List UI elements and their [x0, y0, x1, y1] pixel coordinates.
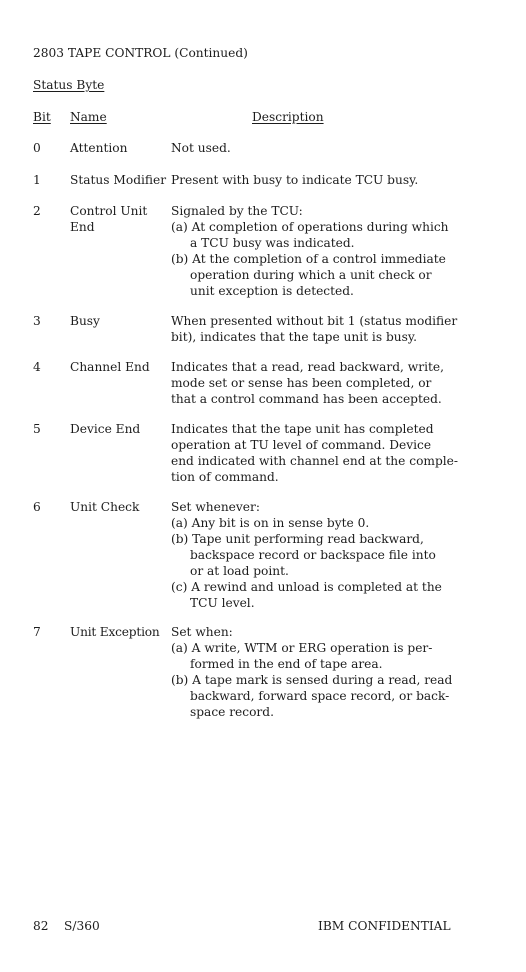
description-line: backspace record or backspace file into — [190, 548, 436, 562]
bit-description — [171, 421, 461, 485]
description-line: space record. — [190, 705, 274, 719]
bit-number: 6 — [33, 500, 41, 514]
bit-number: 1 — [33, 173, 41, 187]
description-line: mode set or sense has been completed, or — [171, 376, 432, 390]
description-line: (b) A tape mark is sensed during a read, read — [171, 673, 453, 687]
description-line: (a) At completion of operations during which — [171, 220, 449, 234]
bit-column-header: Bit — [33, 110, 51, 124]
bit-name: Channel End — [70, 360, 150, 374]
description-line: Indicates that a read, read backward, write, — [171, 360, 444, 374]
bit-description — [171, 359, 461, 407]
bit-description — [171, 499, 461, 611]
description-line: backward, forward space record, or back- — [190, 689, 450, 703]
bit-description — [171, 203, 461, 299]
description-line: Present with busy to indicate TCU busy. — [171, 173, 419, 187]
bit-number: 5 — [33, 422, 41, 436]
section-title: Status Byte — [33, 78, 105, 92]
description-line: bit), indicates that the tape unit is busy. — [171, 330, 417, 344]
description-line: operation at TU level of command. Device — [171, 438, 432, 452]
bit-number: 0 — [33, 141, 41, 155]
description-line: unit exception is detected. — [190, 284, 354, 298]
description-line: TCU level. — [190, 596, 255, 610]
page-title: 2803 TAPE CONTROL (Continued) — [33, 46, 248, 60]
description-line: that a control command has been accepted. — [171, 392, 442, 406]
description-line: (a) A write, WTM or ERG operation is per- — [171, 641, 433, 655]
bit-number: 3 — [33, 314, 41, 328]
description-line: (a) Any bit is on in sense byte 0. — [171, 516, 370, 530]
description-line: operation during which a unit check or — [190, 268, 432, 282]
description-line: tion of command. — [171, 470, 279, 484]
description-line: a TCU busy was indicated. — [190, 236, 355, 250]
description-line: Not used. — [171, 141, 231, 155]
description-line: Set when: — [171, 625, 233, 639]
description-line: (b) Tape unit performing read backward, — [171, 532, 424, 546]
description-line: or at load point. — [190, 564, 289, 578]
bit-name: Control Unit End — [70, 204, 148, 234]
description-line: (c) A rewind and unload is completed at the — [171, 580, 442, 594]
confidentiality-label: IBM CONFIDENTIAL — [318, 919, 451, 933]
page-number: 82 — [33, 919, 49, 933]
bit-name: Unit Exception — [70, 625, 160, 639]
description-line: Set whenever: — [171, 500, 260, 514]
bit-name: Attention — [70, 141, 128, 155]
bit-name: Busy — [70, 314, 100, 328]
description-line: formed in the end of tape area. — [190, 657, 383, 671]
description-line: When presented without bit 1 (status modifier — [171, 314, 458, 328]
name-column-header: Name — [70, 110, 107, 124]
bit-number: 2 — [33, 204, 41, 218]
bit-description — [171, 624, 461, 720]
bit-name: Device End — [70, 422, 141, 436]
bit-number: 7 — [33, 625, 41, 639]
series-label: S/360 — [64, 919, 100, 933]
bit-description — [171, 172, 461, 188]
bit-name: Status Modifier — [70, 173, 167, 187]
bit-number: 4 — [33, 360, 41, 374]
bit-description — [171, 140, 461, 156]
bit-description — [171, 313, 461, 345]
bit-name: Unit Check — [70, 500, 140, 514]
description-column-header: Description — [252, 110, 324, 124]
description-line: (b) At the completion of a control immediate — [171, 252, 446, 266]
description-line: Indicates that the tape unit has completed — [171, 422, 434, 436]
description-line: end indicated with channel end at the comple- — [171, 454, 458, 468]
description-line: Signaled by the TCU: — [171, 204, 303, 218]
